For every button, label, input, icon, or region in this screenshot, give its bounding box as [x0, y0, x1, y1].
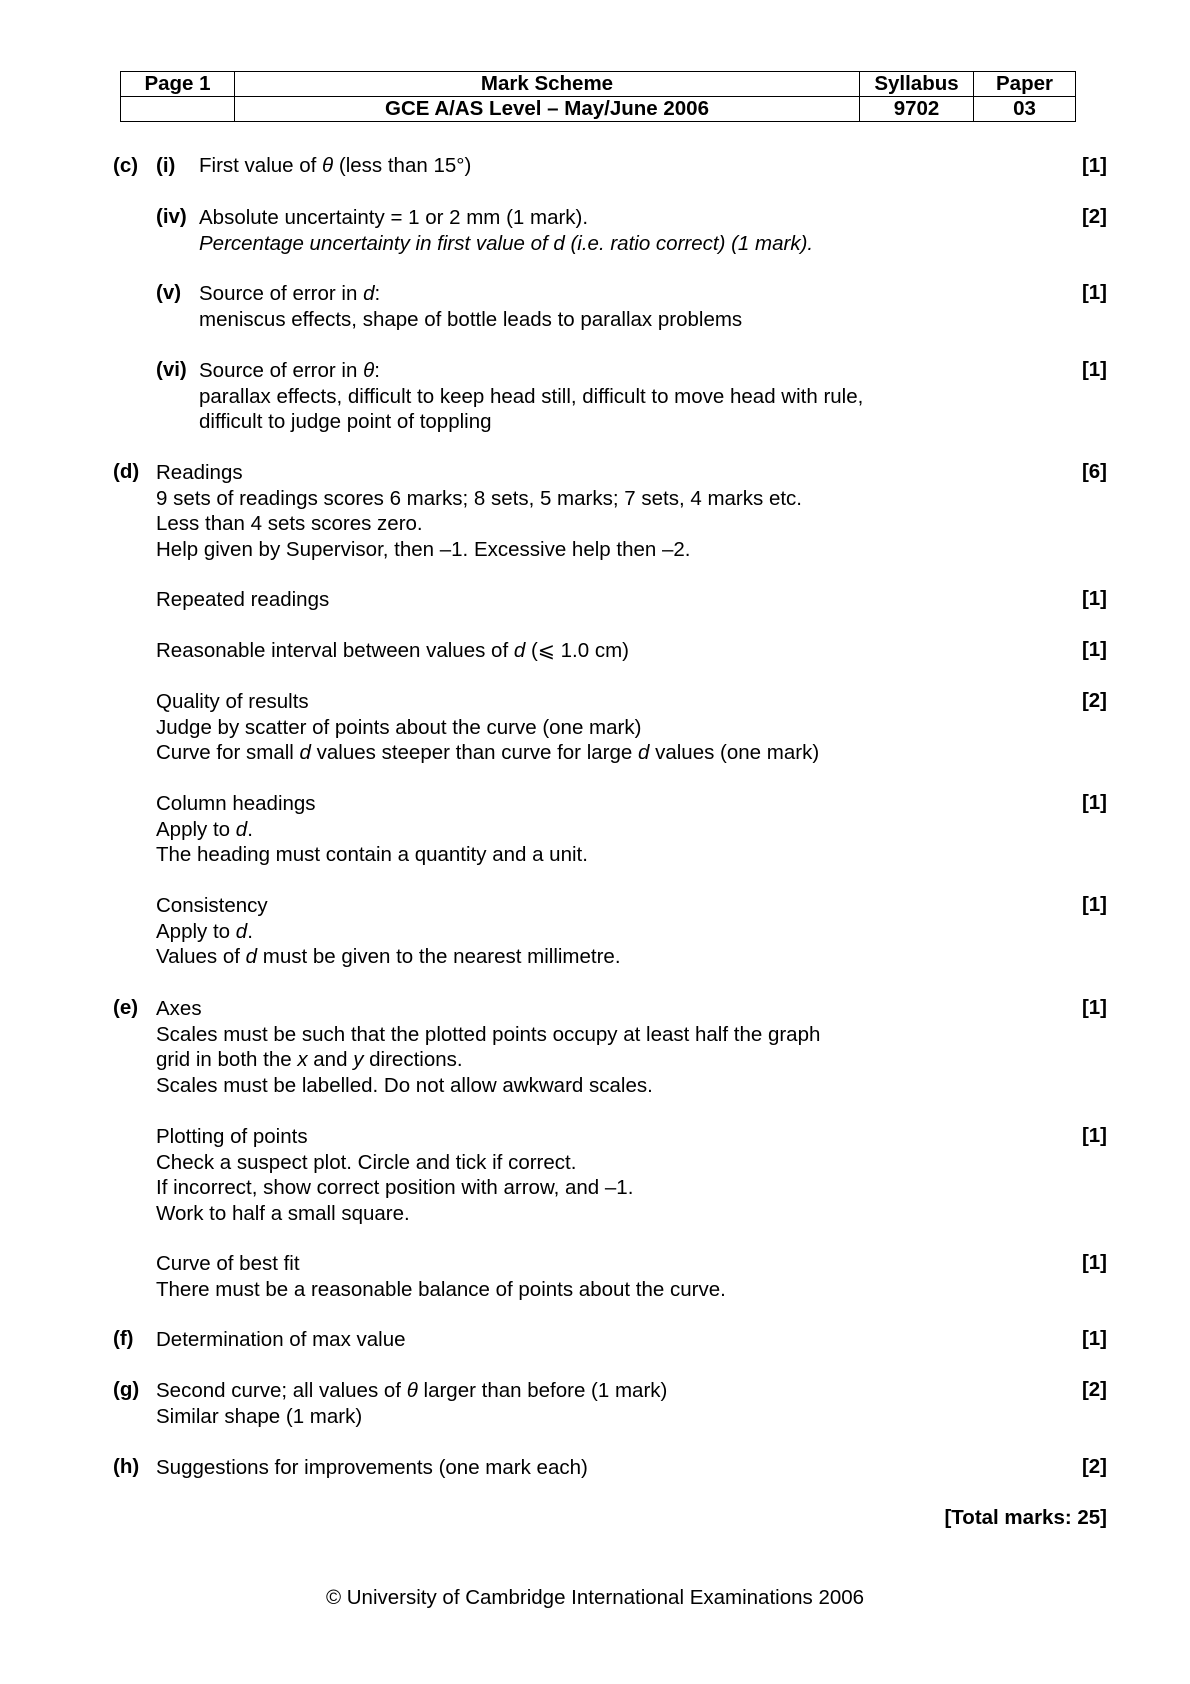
text-line: [156, 638, 629, 664]
text-line: Scales must be labelled. Do not allow awkward scales.: [156, 1073, 653, 1097]
text-line: Repeated readings: [156, 588, 330, 611]
text-line: Check a suspect plot. Circle and tick if correct.: [156, 1150, 577, 1174]
text-segment: :: [374, 359, 380, 382]
text-line: Scales must be such that the plotted points occupy at least half the graph: [156, 1022, 821, 1046]
mark-value: [1]: [1081, 1251, 1107, 1274]
doc-title: Mark Scheme: [235, 72, 860, 97]
item-text: [156, 1251, 726, 1302]
text-line: Similar shape (1 mark): [156, 1404, 363, 1428]
text-segment: values (one mark): [649, 741, 820, 764]
text-segment: Source of error in: [199, 282, 364, 305]
text-line: Less than 4 sets scores zero.: [156, 512, 423, 535]
mark-value: [2]: [1081, 205, 1107, 228]
item-text: [199, 358, 863, 435]
text-line: [156, 919, 621, 945]
header-table: [120, 71, 1076, 122]
item-text: [156, 587, 329, 613]
text-line: If incorrect, show correct position with arrow, and –1.: [156, 1176, 634, 1199]
mark-value: [1]: [1081, 1124, 1107, 1147]
text-line: [199, 281, 742, 307]
item-text: [156, 1124, 633, 1226]
subpart-label-v: (v): [156, 281, 182, 304]
text-segment: Curve for small: [156, 741, 300, 764]
text-line: [156, 944, 621, 970]
text-segment: Second curve; all values of: [156, 1379, 407, 1402]
text-segment: (less than 15°): [333, 154, 472, 177]
mark-value: [6]: [1081, 460, 1107, 483]
syllabus-label: Syllabus: [860, 72, 974, 97]
text-line: Judge by scatter of points about the curve (one mark): [156, 715, 642, 739]
variable-d: d: [513, 639, 526, 662]
text-line: Consistency: [156, 894, 268, 917]
mark-value: [2]: [1081, 1378, 1107, 1401]
item-text: [156, 460, 802, 562]
text-line: The heading must contain a quantity and a unit.: [156, 843, 588, 866]
page-label: Page 1: [121, 72, 235, 97]
item-text: [156, 689, 819, 766]
text-segment: grid in both the: [156, 1048, 298, 1071]
mark-value: [1]: [1081, 587, 1107, 610]
text-line: Absolute uncertainty = 1 or 2 mm (1 mark).: [199, 206, 589, 229]
total-marks: [Total marks: 25]: [944, 1506, 1107, 1529]
theta-symbol: θ: [406, 1379, 418, 1402]
text-segment: .: [247, 919, 253, 943]
part-label-d: (d): [113, 460, 140, 483]
doc-subtitle: GCE A/AS Level – May/June 2006: [235, 97, 860, 122]
text-line: Help given by Supervisor, then –1. Excessive help then –2.: [156, 537, 691, 561]
copyright-footer: © University of Cambridge International Examinations 2006: [325, 1586, 865, 1609]
text-line: parallax effects, difficult to keep head still, difficult to move head with rule,: [199, 384, 864, 408]
part-label-f: (f): [113, 1327, 134, 1350]
text-line: Work to half a small square.: [156, 1201, 410, 1225]
text-segment: must be given to the nearest millimetre.: [257, 945, 621, 968]
text-line: Axes: [156, 997, 202, 1020]
text-line: Determination of max value: [156, 1328, 406, 1351]
item-text: [156, 893, 621, 970]
mark-value: [1]: [1081, 893, 1107, 916]
variable-y: y: [353, 1048, 364, 1071]
text-segment: Reasonable interval between values of: [156, 639, 514, 662]
text-line: [156, 1378, 667, 1404]
mark-value: [1]: [1081, 996, 1107, 1019]
item-text: [199, 281, 742, 332]
text-segment: Values of: [156, 945, 246, 968]
part-label-e: (e): [113, 996, 139, 1019]
text-line: difficult to judge point of toppling: [199, 410, 492, 433]
text-line: [156, 817, 588, 843]
text-line: [199, 358, 863, 384]
mark-value: [1]: [1081, 1327, 1107, 1350]
item-text: [199, 154, 471, 178]
text-line: Quality of results: [156, 690, 309, 713]
item-text: [156, 638, 629, 664]
mark-value: [1]: [1081, 358, 1107, 381]
text-line: meniscus effects, shape of bottle leads to parallax problems: [199, 307, 743, 331]
paper-value: 03: [974, 97, 1076, 122]
item-text: [156, 1455, 588, 1481]
text-segment: larger than before (1 mark): [417, 1379, 668, 1402]
item-text: [156, 1327, 406, 1353]
theta-symbol: θ: [363, 359, 375, 382]
text-segment: Source of error in: [199, 359, 364, 382]
text-line: Plotting of points: [156, 1125, 308, 1148]
part-label-c: (c): [113, 154, 139, 177]
text-segment: directions.: [363, 1048, 463, 1071]
mark-value: [1]: [1081, 638, 1107, 661]
text-line: 9 sets of readings scores 6 marks; 8 sets, 5 marks; 7 sets, 4 marks etc.: [156, 486, 802, 510]
syllabus-value: 9702: [860, 97, 974, 122]
text-segment: values steeper than curve for large: [310, 741, 638, 764]
text-line: Percentage uncertainty in first value of d (i.e. ratio correct) (1 mark).: [199, 231, 814, 255]
variable-d: d: [637, 741, 650, 764]
text-line: Readings: [156, 461, 243, 484]
subpart-label-iv: (iv): [156, 205, 187, 228]
part-label-g: (g): [113, 1378, 140, 1401]
text-segment: Apply to: [156, 919, 236, 943]
text-segment: .: [247, 817, 253, 841]
text-segment: and: [307, 1048, 354, 1071]
subpart-label-vi: (vi): [156, 358, 187, 381]
paper-label: Paper: [974, 72, 1076, 97]
text-segment: :: [374, 282, 381, 305]
text-line: Column headings: [156, 792, 316, 815]
page-label-blank: [121, 97, 235, 122]
item-text: [156, 791, 588, 868]
item-text: [199, 205, 813, 256]
text-segment: Apply to: [156, 817, 236, 841]
variable-d: d: [245, 945, 258, 968]
text-line: Suggestions for improvements (one mark each): [156, 1456, 588, 1479]
theta-symbol: θ: [322, 154, 334, 177]
text-line: [156, 1047, 820, 1073]
variable-x: x: [297, 1048, 308, 1071]
part-label-h: (h): [113, 1455, 140, 1478]
subpart-label-i: (i): [156, 154, 176, 177]
mark-value: [1]: [1081, 154, 1107, 177]
text-segment: First value of: [199, 154, 323, 177]
mark-value: [1]: [1081, 791, 1107, 814]
mark-value: [2]: [1081, 1455, 1107, 1478]
text-line: Curve of best fit: [156, 1252, 300, 1275]
mark-value: [2]: [1081, 689, 1107, 712]
text-segment: (⩽ 1.0 cm): [525, 639, 629, 662]
item-text: [156, 1378, 667, 1429]
item-text: [156, 996, 820, 1098]
text-line: There must be a reasonable balance of points about the curve.: [156, 1277, 726, 1301]
mark-value: [1]: [1081, 281, 1107, 304]
variable-d: d: [363, 282, 375, 305]
text-line: [156, 740, 819, 766]
variable-d: d: [299, 741, 311, 764]
variable-d: d: [235, 919, 248, 943]
variable-d: d: [235, 817, 248, 841]
